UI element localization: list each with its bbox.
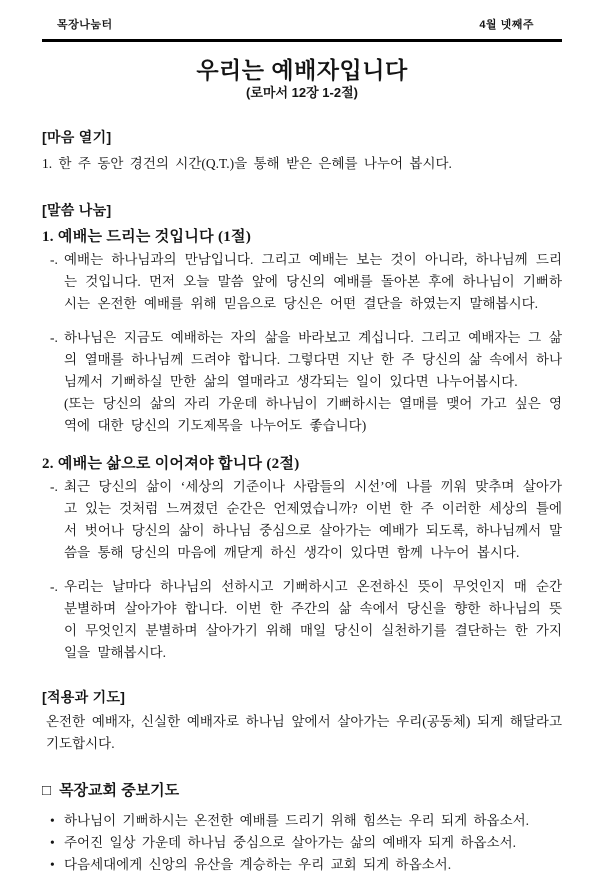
- application-prayer-heading: [적용과 기도]: [42, 689, 126, 705]
- dash-marker: -.: [50, 479, 58, 494]
- heart-opening-heading: [마음 열기]: [42, 129, 112, 145]
- paragraph-text: 예배는 하나님과의 만남입니다. 그리고 예배는 보는 것이 아니라, 하나님께 드리는 것입니다. 먼저 오늘 말씀 앞에 당신의 예배를 돌아본 후에 하나님이 기뻐하시는 온전한 예배를 위해 믿음으로 당신은 어떤 결단을 하였는지 말해봅시다.: [64, 252, 562, 311]
- prayer-item-text: 하나님이 기뻐하시는 온전한 예배를 드리기 위해 힘쓰는 우리 되게 하옵소서.: [64, 813, 530, 828]
- page-header: [42, 16, 562, 42]
- section-application-prayer: [42, 688, 562, 755]
- intercession-heading: 목장교회 중보기도: [59, 782, 180, 799]
- paragraph-text: 최근 당신의 삶이 ‘세상의 기준이나 사람들의 시선’에 나를 끼워 맞추며 살아가고 있는 것처럼 느껴졌던 순간은 언제였습니까? 이번 한 주 이러한 세상의 틀에서 벗어나 당신의 삶이 하나님 중심으로 살아가는 예배가 되도록, 하나님께서 말씀을 통해 당신의 마음에 깨닫게 하신 생각이 있다면 함께 나누어 봅시다.: [64, 479, 562, 560]
- prayer-item-1: [50, 810, 562, 832]
- point-2-paragraph-2: [42, 576, 562, 664]
- bullet-icon: •: [50, 857, 55, 872]
- prayer-item-text: 주어진 일상 가운데 하나님 중심으로 살아가는 삶의 예배자 되게 하옵소서.: [64, 835, 516, 850]
- point-1-paragraph-1: [42, 249, 562, 315]
- application-prayer-body: 온전한 예배자, 신실한 예배자로 하나님 앞에서 살아가는 우리(공동체) 되게 해달라고 기도합시다.: [46, 714, 562, 751]
- point-2-paragraph-1: [42, 476, 562, 564]
- dash-marker: -.: [50, 579, 58, 594]
- scripture-reference: (로마서 12장 1-2절): [246, 85, 358, 100]
- paragraph-text: (또는 당신의 삶의 자리 가운데 하나님이 기뻐하시는 열매를 맺어 가고 싶은 영역에 대한 당신의 기도제목을 나누어도 좋습니다): [64, 396, 562, 433]
- title-block: [42, 57, 562, 101]
- prayer-item-text: 다음세대에게 신앙의 유산을 계승하는 우리 교회 되게 하옵소서.: [64, 857, 452, 872]
- section-heart-opening: [42, 128, 562, 175]
- header-left-label: 목장나눔터: [57, 19, 113, 31]
- point-2-title: 2. 예배는 삶으로 이어져야 합니다 (2절): [42, 456, 300, 472]
- document-title: 우리는 예배자입니다: [196, 57, 408, 83]
- point-1-paragraph-2: [42, 327, 562, 393]
- paragraph-text: 하나님은 지금도 예배하는 자의 삶을 바라보고 계십니다. 그리고 예배자는 그 삶의 열매를 하나님께 드려야 합니다. 그렇다면 지난 한 주 당신의 삶 속에서 하나님께서 기뻐하실 만한 삶의 열매라고 생각되는 일이 있다면 나누어봅시다.: [64, 330, 562, 389]
- intercession-prayer-list: [42, 810, 562, 876]
- prayer-item-3: [50, 854, 562, 876]
- bullet-icon: •: [50, 813, 55, 828]
- paragraph-text: 우리는 날마다 하나님의 선하시고 기뻐하시고 온전하신 뜻이 무엇인지 매 순간 분별하며 살아가야 합니다. 이번 한 주간의 삶 속에서 당신을 향한 하나님의 뜻이 무엇인지 분별하며 살아가기 위해 매일 당신이 실천하기를 결단하는 한 가지 일을 말해봅시다.: [64, 579, 562, 660]
- prayer-item-2: [50, 832, 562, 854]
- dash-marker: -.: [50, 330, 58, 345]
- square-bullet-icon: □: [42, 782, 52, 799]
- section-intercession-prayer: [42, 781, 562, 876]
- dash-marker: -.: [50, 252, 58, 267]
- word-sharing-heading: [말씀 나눔]: [42, 202, 112, 218]
- header-right-label: 4월 넷째주: [479, 19, 534, 31]
- intercession-heading-row: [42, 781, 562, 801]
- point-1-title: 1. 예배는 드리는 것입니다 (1절): [42, 229, 252, 245]
- section-word-sharing: [42, 201, 562, 664]
- heart-opening-item: 1. 한 주 동안 경건의 시간(Q.T.)을 통해 받은 은혜를 나누어 봅시다.: [42, 156, 452, 171]
- point-1-paragraph-note: [42, 393, 562, 437]
- bullet-icon: •: [50, 835, 55, 850]
